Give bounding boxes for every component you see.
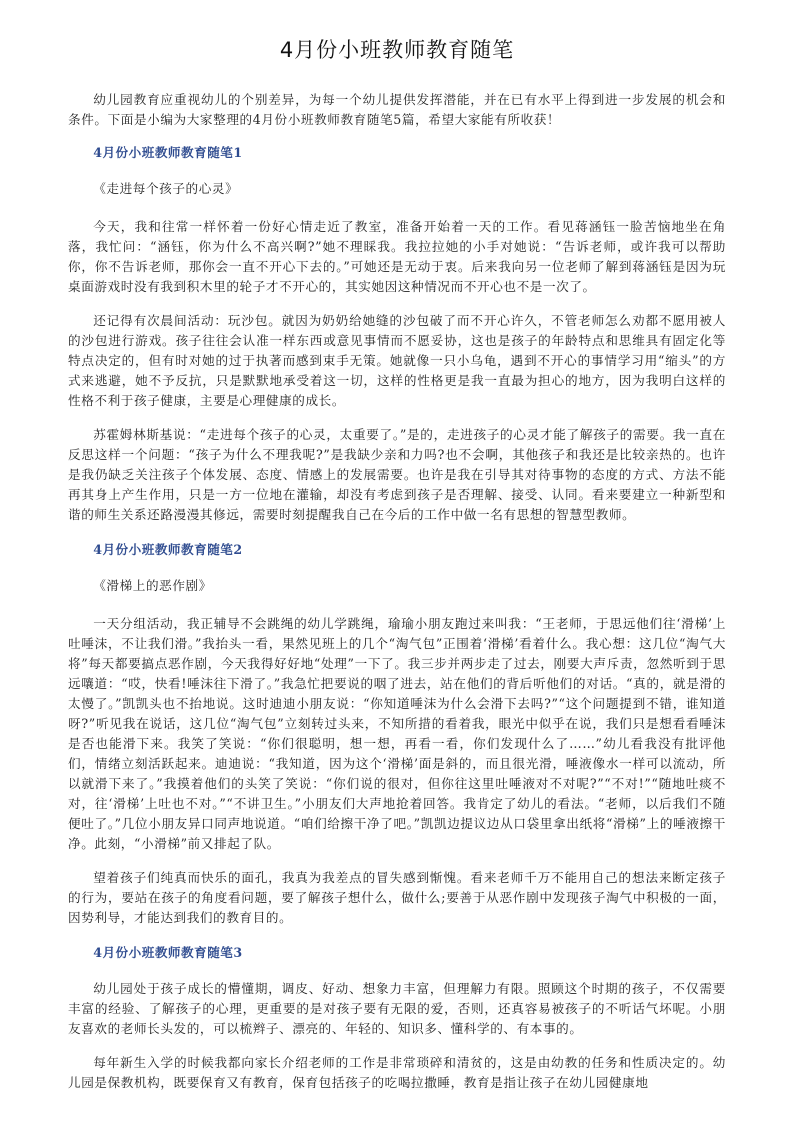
paragraph: 一天分组活动，我正辅导不会跳绳的幼儿学跳绳，瑜瑜小朋友跑过来叫我：“王老师，于思远他们往‘滑梯’上吐唾沫，不让我们滑。”我抬头一看，果然见班上的几个“淘气包”正围着‘滑梯’看着什么。我心想：这几位“淘气大将”每天都要搞点恶作剧，今天我得好好地“处理”一下了。我三步并两步走了过去，刚要大声斥责，忽然听到于思远嚷道：“哎，快看!唾沫往下滑了。”我急忙把要说的咽了进去，站在他们的背后听他们的对话。“真的，就是滑的太慢了。”凯凯头也不抬地说。这时迪迪小朋友说：“你知道唾沫为什么会滑下去吗?”“这个问题提到不错，谁知道呀?”听见我在说话，这几位“淘气包”立刻转过头来，不知所措的看着我，眼光中似乎在说，我们只是想看看唾沫是否也能滑下来。我笑了笑说：“你们很聪明，想一想，再看一看，你们发现什么了……”幼儿看我没有批评他们，情绪立刻活跃起来。迪迪说：“我知道，因为这个‘滑梯’面是斜的，而且很光滑，唾液像水一样可以流动，所以就滑下来了。”我摸着他们的头笑了笑说：“你们说的很对，但你往这里吐唾液对不对呢?”“不对!”“随地吐痰不对，往‘滑梯’上吐也不对。”“不讲卫生。”小朋友们大声地抢着回答。我肯定了幼儿的看法。“老师，以后我们不随便吐了。”几位小朋友异口同声地说道。“咱们给擦干净了吧。”凯凯边提议边从口袋里拿出纸将“滑梯”上的唾液擦干净。此刻，“小滑梯”前又排起了队。 — [68, 616, 726, 851]
section-heading-3: 4月份小班教师教育随笔3 — [93, 945, 243, 960]
intro-paragraph: 幼儿园教育应重视幼儿的个别差异，为每一个幼儿提供发挥潜能，并在已有水平上得到进一步发展的机会和条件。下面是小编为大家整理的4月份小班教师教育随笔5篇，希望大家能有所收获！ — [68, 92, 726, 127]
section-heading-1: 4月份小班教师教育随笔1 — [93, 145, 243, 160]
section-heading-2: 4月份小班教师教育随笔2 — [93, 542, 243, 557]
document-title: 4月份小班教师教育随笔 — [279, 38, 515, 62]
section-subtitle-2: 《滑梯上的恶作剧》 — [93, 578, 212, 593]
paragraph: 幼儿园处于孩子成长的懵懂期，调皮、好动、想象力丰富，但理解力有限。照顾这个时期的孩子，不仅需要丰富的经验、了解孩子的心理，更重要的是对孩子要有无限的爱，否则，还真容易被孩子的不听话气坏呢。小朋友喜欢的老师长头发的，可以梳辫子、漂亮的、年轻的、知识多、懂科学的、有本事的。 — [68, 981, 726, 1036]
paragraph: 还记得有次晨间活动：玩沙包。就因为奶奶给她缝的沙包破了而不开心许久，不管老师怎么劝都不愿用被人的沙包进行游戏。孩子往往会认准一样东西或意见事情而不愿妥协，这也是孩子的年龄特点和思维具有固定化等特点决定的，但有时对她的过于执著而感到束手无策。她就像一只小乌龟，遇到不开心的事情学习用“缩头”的方式来逃避，她不予反抗，只是默默地承受着这一切，这样的性格更是我一直最为担心的地方，因为我明白这样的性格不利于孩子健康，主要是心理健康的成长。 — [68, 313, 726, 408]
section-subtitle-1: 《走进每个孩子的心灵》 — [93, 181, 239, 196]
paragraph: 苏霍姆林斯基说：“走进每个孩子的心灵，太重要了。”是的，走进孩子的心灵才能了解孩子的需要。我一直在反思这样一个问题：“孩子为什么不理我呢?”是我缺少亲和力吗?也不会啊，其他孩子和我还是比较亲热的。也许是我仍缺乏关注孩子个体发展、态度、情感上的发展需要。也许是我在引导其对待事物的态度的方式、方法不能再其身上产生作用，只是一方一位地在灌输，却没有考虑到孩子是否理解、接受、认同。看来要建立一种新型和谐的师生关系还路漫漫其修远，需要时刻提醒我自己在今后的工作中做一名有思想的智慧型教师。 — [68, 427, 726, 522]
paragraph: 每年新生入学的时候我都向家长介绍老师的工作是非常琐碎和清贫的，这是由幼教的任务和性质决定的。幼儿园是保教机构，既要保育又有教育，保育包括孩子的吃喝拉撒睡，教育是指让孩子在幼儿园健康地 — [68, 1055, 726, 1090]
paragraph: 望着孩子们纯真而快乐的面孔，我真为我差点的冒失感到惭愧。看来老师千万不能用自己的想法来断定孩子的行为，要站在孩子的角度看问题，要了解孩子想什么，做什么;要善于从恶作剧中发现孩子淘气中积极的一面，因势利导，才能达到我们的教育目的。 — [68, 870, 726, 925]
paragraph: 今天，我和往常一样怀着一份好心情走近了教室，准备开始着一天的工作。看见蒋涵钰一脸苦恼地坐在角落，我忙问：“涵钰，你为什么不高兴啊?”她不理睬我。我拉拉她的小手对她说：“告诉老师，或许我可以帮助你，你不告诉老师，那你会一直不开心下去的。”可她还是无动于衷。后来我向另一位老师了解到蒋涵钰是因为玩桌面游戏时没有我到积木里的轮子才不开心的，其实她因这种情况而不开心也不是一次了。 — [68, 219, 726, 294]
